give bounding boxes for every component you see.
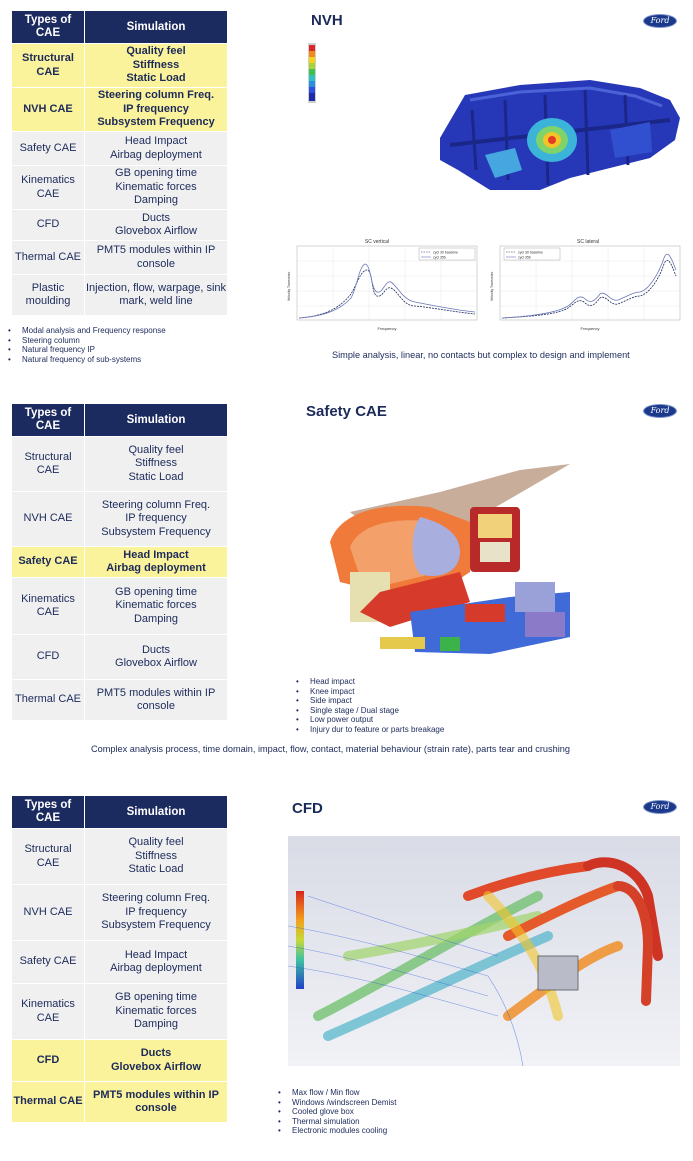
simulation-line: Injection, flow, warpage, sink mark, weld line — [85, 281, 227, 307]
bullet-item: • Thermal simulation — [278, 1117, 396, 1127]
simulation-cell — [85, 132, 228, 165]
cae-type-cell: CFD — [12, 210, 85, 240]
chart-title: SC vertical — [364, 239, 390, 245]
simulation-cell — [85, 492, 228, 546]
header-simulation: Simulation — [85, 796, 228, 828]
safety-crash-figure — [320, 462, 580, 672]
simulation-cell — [85, 578, 228, 634]
table-row — [12, 635, 228, 679]
slide-caption: Simple analysis, linear, no contacts but complex to design and implement — [332, 350, 630, 360]
table-row — [12, 166, 228, 209]
simulation-cell — [85, 275, 228, 315]
simulation-cell — [85, 941, 228, 983]
simulation-line: Glovebox Airflow — [110, 1060, 202, 1073]
simulation-line: Ducts — [141, 643, 171, 656]
simulation-line: Ducts — [140, 1047, 172, 1059]
simulation-line: Head Impact — [124, 135, 188, 147]
simulation-line: Kinematic forces — [115, 599, 197, 612]
table-row — [12, 829, 228, 884]
simulation-line: Damping — [133, 612, 179, 625]
simulation-cell — [85, 437, 228, 491]
simulation-line: Static Load — [128, 863, 184, 876]
header-types: Types of CAE — [12, 11, 85, 43]
legend-series-1: cycl 30 baseline — [518, 250, 543, 255]
simulation-line: Airbag deployment — [110, 962, 202, 974]
bullet-item: • Modal analysis and Frequency response — [8, 326, 166, 336]
bullet-item: • Knee impact — [296, 687, 444, 697]
simulation-line: Head Impact — [123, 548, 189, 561]
cae-type-cell: Safety CAE — [12, 941, 85, 983]
simulation-cell — [85, 88, 228, 131]
x-axis-label: Frequency — [377, 326, 397, 331]
cae-type-cell: Safety CAE — [12, 547, 85, 577]
ford-logo: Ford — [643, 404, 677, 418]
x-axis-label: Frequency — [580, 326, 600, 331]
header-types: Types of CAE — [12, 796, 85, 828]
bullet-item: • Natural frequency of sub-systems — [8, 355, 166, 365]
slide-title: Safety CAE — [306, 403, 387, 420]
simulation-cell — [85, 547, 228, 577]
slide-title: NVH — [311, 12, 343, 29]
legend-series-2: cycl 35b — [433, 255, 446, 260]
bullet-item: • Max flow / Min flow — [278, 1088, 396, 1098]
slide-caption: Complex analysis process, time domain, impact, flow, contact, material behaviour (strain rate), parts tear and crushing — [91, 744, 570, 754]
cae-type-cell: Structural CAE — [12, 437, 85, 491]
cae-type-cell: Thermal CAE — [12, 241, 85, 274]
simulation-line: Stiffness — [135, 457, 177, 470]
simulation-cell — [85, 984, 228, 1039]
slide-nvh — [0, 0, 693, 388]
table-row — [12, 1040, 228, 1081]
simulation-cell — [85, 241, 228, 274]
simulation-cell — [85, 829, 228, 884]
simulation-line: Head Impact — [124, 948, 188, 961]
bullet-item: • Single stage / Dual stage — [296, 706, 444, 716]
table-row — [12, 1082, 228, 1122]
cae-type-cell: Thermal CAE — [12, 680, 85, 720]
table-row — [12, 680, 228, 720]
slide-safety — [0, 392, 693, 766]
simulation-line: Subsystem Frequency — [97, 116, 215, 129]
cae-type-cell: NVH CAE — [12, 88, 85, 131]
table-row — [12, 44, 228, 87]
simulation-line: Stiffness — [135, 849, 177, 862]
simulation-line: Static Load — [128, 470, 184, 483]
cae-type-cell: Plastic moulding — [12, 275, 85, 315]
table-row — [12, 241, 228, 274]
simulation-line: IP frequency — [125, 512, 187, 525]
table-row — [12, 547, 228, 577]
simulation-line: Airbag deployment — [110, 148, 202, 161]
simulation-cell — [85, 210, 228, 240]
bullet-item: • Windows /windscreen Demist — [278, 1098, 396, 1108]
simulation-line: Damping — [133, 194, 179, 207]
chart-sc-vertical — [285, 236, 485, 336]
bullet-list — [296, 677, 444, 735]
bullet-item: • Low power output — [296, 715, 444, 725]
cfd-airflow-figure — [288, 836, 680, 1066]
bullet-item: • Head impact — [296, 677, 444, 687]
simulation-cell — [85, 635, 228, 679]
simulation-cell — [85, 1082, 228, 1122]
simulation-line: Airbag deployment — [106, 562, 206, 574]
cae-type-cell: Structural CAE — [12, 829, 85, 884]
glovebox — [538, 956, 578, 990]
simulation-cell — [85, 1040, 228, 1081]
cae-table — [12, 403, 228, 721]
bullet-item: • Cooled glove box — [278, 1107, 396, 1117]
simulation-line: PMT5 modules within IP console — [93, 1088, 219, 1114]
simulation-line: GB opening time — [115, 585, 197, 598]
cae-type-cell: Kinematics CAE — [12, 578, 85, 634]
table-row — [12, 885, 228, 940]
cae-type-cell: Kinematics CAE — [12, 984, 85, 1039]
simulation-line: Steering column Freq. — [101, 892, 211, 905]
cae-type-cell: NVH CAE — [12, 885, 85, 940]
cae-type-cell: Structural CAE — [12, 44, 85, 87]
simulation-line: Stiffness — [132, 58, 180, 71]
cae-type-cell: Kinematics CAE — [12, 166, 85, 209]
ford-logo: Ford — [643, 800, 677, 814]
cae-type-cell: Safety CAE — [12, 132, 85, 165]
simulation-line: Quality feel — [128, 836, 184, 849]
simulation-line: Glovebox Airflow — [115, 657, 197, 669]
chart-title: SC lateral — [577, 239, 599, 245]
simulation-line: Steering column Freq. — [101, 498, 211, 511]
cae-type-cell: Thermal CAE — [12, 1082, 85, 1122]
simulation-line: Ducts — [141, 211, 171, 224]
y-axis-label: Velocity Transmiss. — [490, 271, 494, 301]
simulation-line: Kinematic forces — [115, 1004, 197, 1017]
bullet-item: • Steering column — [8, 336, 166, 346]
simulation-line: IP frequency — [123, 102, 189, 115]
header-simulation: Simulation — [85, 404, 228, 436]
header-types: Types of CAE — [12, 404, 85, 436]
simulation-line: Static Load — [126, 72, 186, 85]
table-row — [12, 492, 228, 546]
color-legend — [309, 45, 315, 101]
cae-table — [12, 795, 228, 1123]
bullet-list — [278, 1088, 396, 1136]
sim-info-text — [550, 435, 670, 440]
bullet-item: • Natural frequency IP — [8, 345, 166, 355]
legend-series-2: cycl 35b — [518, 255, 531, 260]
nvh-mesh-figure — [290, 40, 690, 235]
slide-title: CFD — [292, 800, 323, 817]
simulation-line: Quality feel — [128, 443, 184, 456]
table-row — [12, 88, 228, 131]
simulation-line: PMT5 modules within IP console — [96, 244, 216, 270]
simulation-line: Steering column Freq. — [97, 89, 215, 102]
table-row — [12, 984, 228, 1039]
ford-logo: Ford — [643, 14, 677, 28]
y-axis-label: Velocity Transmiss. — [287, 271, 291, 301]
legend-series-1: cycl 30 baseline — [433, 250, 458, 255]
bullet-item: • Injury dur to feature or parts breakage — [296, 725, 444, 735]
simulation-line: IP frequency — [125, 905, 187, 918]
cae-type-cell: CFD — [12, 635, 85, 679]
simulation-line: Subsystem Frequency — [101, 919, 211, 932]
bullet-item: • Side impact — [296, 696, 444, 706]
table-row — [12, 941, 228, 983]
cae-type-cell: NVH CAE — [12, 492, 85, 546]
bullet-item: • Electronic modules cooling — [278, 1126, 396, 1136]
simulation-line: Glovebox Airflow — [115, 225, 197, 237]
simulation-line: Kinematic forces — [115, 180, 197, 193]
simulation-line: GB opening time — [115, 167, 197, 180]
chart-sc-lateral — [488, 236, 688, 336]
cae-table — [12, 10, 228, 316]
slide-cfd — [0, 784, 693, 1161]
simulation-line: GB opening time — [115, 991, 197, 1004]
table-row — [12, 437, 228, 491]
table-row — [12, 578, 228, 634]
simulation-line: Damping — [133, 1018, 179, 1031]
header-simulation: Simulation — [85, 11, 228, 43]
bullet-list — [8, 326, 166, 364]
simulation-cell — [85, 680, 228, 720]
table-row — [12, 132, 228, 165]
cae-type-cell: CFD — [12, 1040, 85, 1081]
simulation-line: PMT5 modules within IP console — [96, 686, 216, 712]
simulation-line: Subsystem Frequency — [101, 525, 211, 538]
simulation-line: Quality feel — [126, 45, 186, 58]
simulation-cell — [85, 885, 228, 940]
velocity-legend — [296, 891, 304, 989]
simulation-cell — [85, 44, 228, 87]
table-row — [12, 210, 228, 240]
table-row — [12, 275, 228, 315]
simulation-cell — [85, 166, 228, 209]
